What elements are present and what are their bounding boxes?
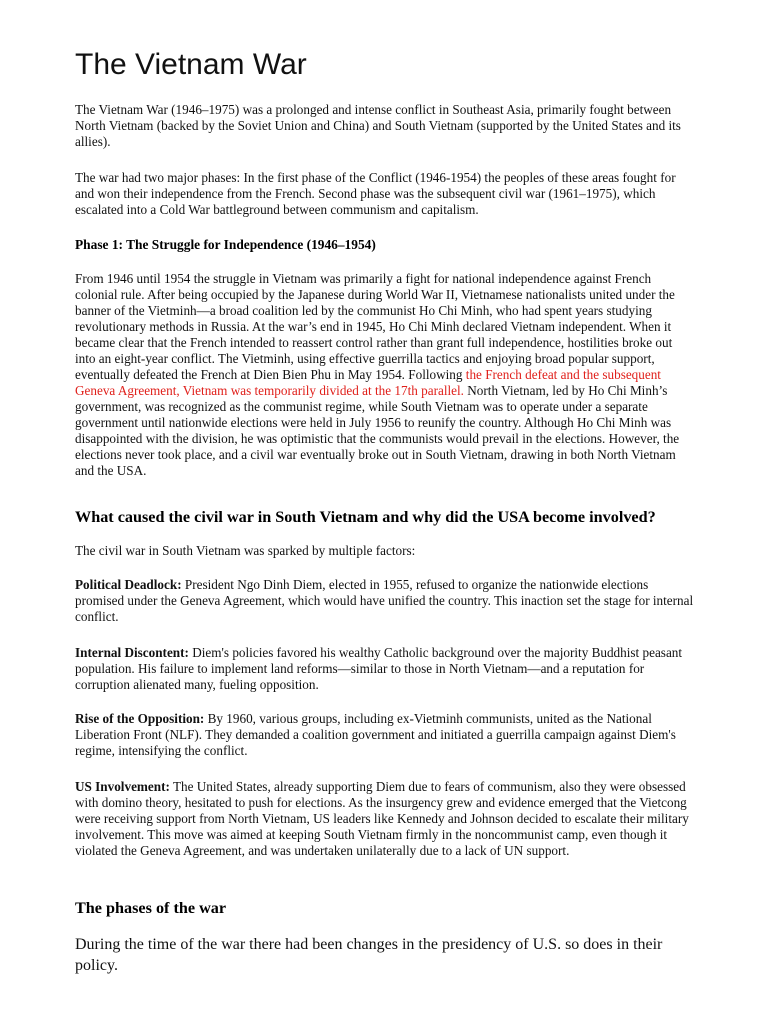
factor-label: Rise of the Opposition: bbox=[75, 711, 205, 726]
factor-text: Diem's policies favored his wealthy Catholic background over the majority Buddhist peasant population. His failure to implement land reforms—similar to those in North Vietnam—and a reputation for corruption alienated many, fueling opposition. bbox=[75, 645, 683, 692]
intro-paragraph: The Vietnam War (1946–1975) was a prolonged and intense conflict in Southeast Asia, primarily fought between North Vietnam (backed by the Soviet Union and China) and South Vietnam (supported by the United States and its allies). bbox=[75, 102, 681, 149]
civil-war-heading: What caused the civil war in South Vietnam and why did the USA become involved? bbox=[75, 508, 656, 526]
factor-text: The United States, already supporting Diem due to fears of communism, also they were obsessed with domino theory, hesitated to push for elections. As the insurgency grew and evidence emerged that the Vietcong were receiving support from North Vietnam, US leaders like Kennedy and Johnson decided to escalate their military involvement. This move was aimed at keeping South Vietnam firmly in the noncommunist camp, even though it violated the Geneva Agreement, and was undertaken unilaterally due to a lack of UN support. bbox=[75, 779, 689, 858]
factor-label: US Involvement: bbox=[75, 779, 170, 794]
civil-war-intro: The civil war in South Vietnam was sparked by multiple factors: bbox=[75, 543, 416, 558]
factor-text: President Ngo Dinh Diem, elected in 1955, refused to organize the nationwide elections promised under the Geneva Agreement, which would have unified the country. This inaction set the stage for internal conflict. bbox=[75, 577, 694, 624]
factor-political-deadlock bbox=[75, 577, 695, 625]
phase1-highlighted-text: the French defeat and the subsequent Geneva Agreement, Vietnam was temporarily divided at the 17th parallel. bbox=[75, 367, 661, 398]
document-title: The Vietnam War bbox=[75, 48, 307, 81]
phase1-heading: Phase 1: The Struggle for Independence (1946–1954) bbox=[75, 237, 376, 252]
phase1-text-before: From 1946 until 1954 the struggle in Vietnam was primarily a fight for national independence against French colonial rule. After being occupied by the Japanese during World War II, Vietnamese nationalists united under the banner of the Vietminh—a broad coalition led by the communist Ho Chi Minh, who had spent years studying revolutionary methods in Russia. At the war’s end in 1945, Ho Chi Minh declared Vietnam independent. When it became clear that the French intended to reassert control rather than grant full independence, hostilities broke out into an eight-year conflict. The Vietminh, using effective guerrilla tactics and enjoying broad popular support, eventually defeated the French at Dien Bien Phu in May 1954. Following bbox=[75, 271, 675, 382]
phase1-paragraph bbox=[75, 271, 695, 479]
factor-label: Internal Discontent: bbox=[75, 645, 189, 660]
factor-rise-of-opposition bbox=[75, 711, 695, 759]
factor-text: By 1960, various groups, including ex-Vietminh communists, united as the National Liberation Front (NLF). They demanded a coalition government and initiated a guerrilla campaign against Diem's regime, intensifying the conflict. bbox=[75, 711, 676, 758]
factor-internal-discontent bbox=[75, 645, 695, 693]
factor-us-involvement bbox=[75, 779, 695, 859]
war-phases-paragraph: During the time of the war there had been changes in the presidency of U.S. so does in their policy. bbox=[75, 936, 663, 974]
phase1-text-after: North Vietnam, led by Ho Chi Minh’s government, was recognized as the communist regime, while South Vietnam was to operate under a separate government until nationwide elections were held in July 1956 to reunify the country. Although Ho Chi Minh was disappointed with the division, he was optimistic that the communists would prevail in the elections. However, the elections never took place, and a civil war eventually broke out in South Vietnam, drawing in both North Vietnam and the USA. bbox=[75, 383, 680, 478]
phases-overview-paragraph: The war had two major phases: In the first phase of the Conflict (1946-1954) the peoples of these areas fought for and won their independence from the French. Second phase was the subsequent civil war (1961–1975), which escalated into a Cold War battleground between communism and capitalism. bbox=[75, 170, 676, 217]
war-phases-heading: The phases of the war bbox=[75, 899, 227, 917]
factor-label: Political Deadlock: bbox=[75, 577, 182, 592]
